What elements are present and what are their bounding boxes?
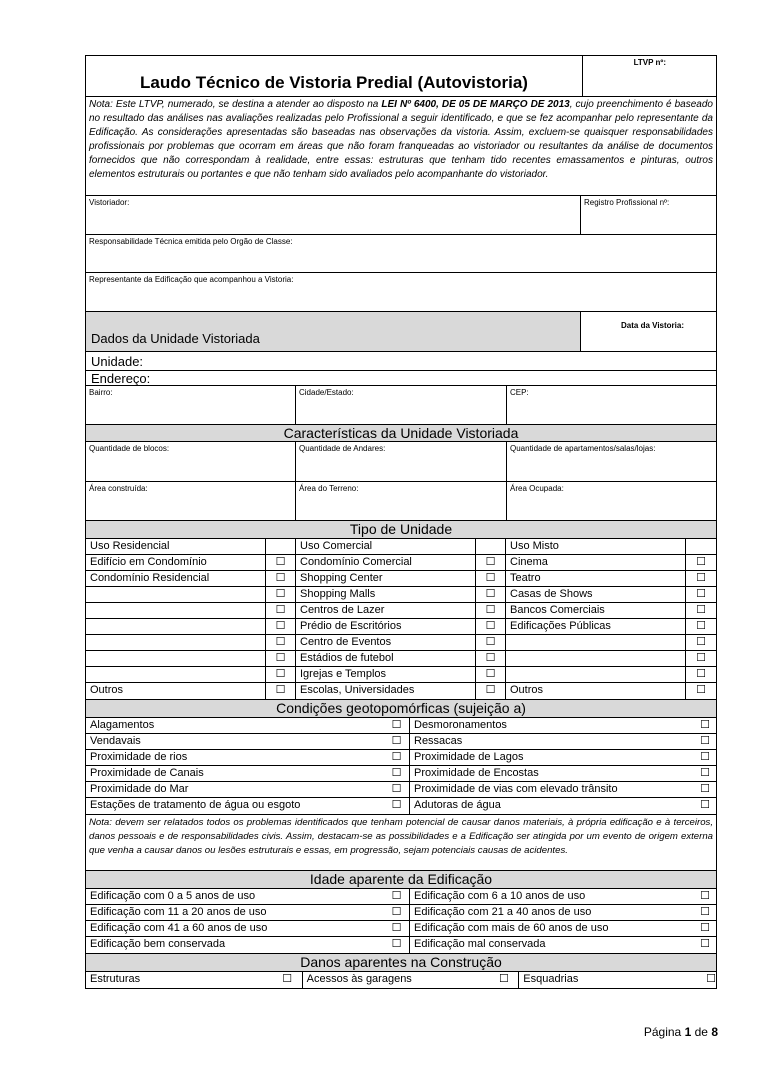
- idade-checkbox[interactable]: ☐: [384, 937, 410, 953]
- idade-row: [86, 921, 716, 937]
- tipo-checkbox[interactable]: ☐: [266, 619, 296, 634]
- idade-option-label: Edificação com 6 a 10 anos de uso: [414, 890, 586, 902]
- cep-field[interactable]: CEP:: [510, 388, 529, 397]
- tipo-option-label: [506, 635, 686, 650]
- danos-table: [85, 972, 717, 989]
- andares-field[interactable]: Quantidade de Andares:: [296, 442, 507, 481]
- tipo-checkbox[interactable]: ☐: [266, 603, 296, 618]
- condicao-row: [86, 750, 716, 766]
- idade-checkbox[interactable]: ☐: [700, 890, 710, 902]
- tipo-option-label: [506, 651, 686, 666]
- condicao-option-label: Estações de tratamento de água ou esgoto: [90, 799, 301, 811]
- condicao-checkbox[interactable]: ☐: [700, 719, 710, 731]
- condicoes-header: Condições geotopomórficas (sujeição a): [85, 700, 717, 718]
- endereco-field[interactable]: Endereço:: [85, 371, 717, 386]
- dados-section-title: Dados da Unidade Vistoriada: [91, 331, 260, 346]
- tipo-checkbox[interactable]: ☐: [696, 684, 706, 696]
- condicao-option-label: Desmoronamentos: [414, 719, 507, 731]
- condicao-checkbox[interactable]: ☐: [384, 798, 410, 814]
- danos-checkbox[interactable]: ☐: [273, 972, 303, 988]
- tipo-option-label: Escolas, Universidades: [296, 683, 476, 699]
- tipo-table: [85, 539, 717, 700]
- tipo-checkbox[interactable]: ☐: [476, 555, 506, 570]
- danos-option-label: Acessos às garagens: [306, 973, 412, 985]
- tipo-row: [86, 635, 716, 651]
- area-ocupada-field[interactable]: Área Ocupada:: [510, 484, 564, 493]
- page-total: 8: [711, 1025, 718, 1039]
- tipo-header: Tipo de Unidade: [85, 521, 717, 539]
- condicao-checkbox[interactable]: ☐: [384, 718, 410, 733]
- tipo-header-spacer: [476, 539, 506, 554]
- condicao-option-label: Proximidade de Canais: [90, 767, 204, 779]
- condicao-option-label: Proximidade de Encostas: [414, 767, 539, 779]
- danos-checkbox[interactable]: ☐: [706, 973, 716, 985]
- blocos-field[interactable]: Quantidade de blocos:: [86, 442, 296, 481]
- tipo-col-header: Uso Comercial: [296, 539, 476, 554]
- tipo-row: [86, 555, 716, 571]
- tipo-checkbox[interactable]: ☐: [266, 571, 296, 586]
- condicao-option-label: Proximidade de vias com elevado trânsito: [414, 783, 618, 795]
- tipo-checkbox[interactable]: ☐: [476, 635, 506, 650]
- idade-option-label: Edificação com mais de 60 anos de uso: [414, 922, 609, 934]
- condicao-checkbox[interactable]: ☐: [700, 767, 710, 779]
- page-footer: Página 1 de 8: [643, 1025, 718, 1039]
- registro-field[interactable]: Registro Profissional nº:: [584, 198, 670, 207]
- tipo-checkbox[interactable]: ☐: [696, 668, 706, 680]
- condicao-row: [86, 734, 716, 750]
- tipo-option-label: [86, 667, 266, 682]
- idade-option-label: Edificação mal conservada: [414, 938, 546, 950]
- bairro-field[interactable]: Bairro:: [86, 386, 296, 424]
- tipo-row: [86, 587, 716, 603]
- tipo-checkbox[interactable]: ☐: [696, 636, 706, 648]
- tipo-option-label: Condomínio Residencial: [86, 571, 266, 586]
- responsabilidade-field[interactable]: Responsabilidade Técnica emitida pelo Orgão de Classe:: [85, 235, 717, 273]
- tipo-checkbox[interactable]: ☐: [266, 683, 296, 699]
- condicao-option-label: Adutoras de água: [414, 799, 501, 811]
- tipo-option-label: Teatro: [506, 571, 686, 586]
- tipo-option-label: Shopping Center: [296, 571, 476, 586]
- tipo-option-label: Centros de Lazer: [296, 603, 476, 618]
- tipo-checkbox[interactable]: ☐: [696, 652, 706, 664]
- idade-checkbox[interactable]: ☐: [700, 906, 710, 918]
- idade-checkbox[interactable]: ☐: [384, 921, 410, 936]
- condicao-option-label: Proximidade do Mar: [90, 783, 189, 795]
- idade-row: [86, 905, 716, 921]
- tipo-row: [86, 571, 716, 587]
- tipo-option-label: [86, 603, 266, 618]
- condicao-option-label: Proximidade de rios: [90, 751, 188, 763]
- law-reference: LEI Nº 6400, DE 05 DE MARÇO DE 2013: [381, 99, 570, 110]
- idade-checkbox[interactable]: ☐: [384, 905, 410, 920]
- danos-checkbox[interactable]: ☐: [489, 972, 519, 988]
- condicoes-table: [85, 718, 717, 815]
- tipo-checkbox[interactable]: ☐: [476, 603, 506, 618]
- idade-row: [86, 889, 716, 905]
- tipo-option-label: [506, 667, 686, 682]
- tipo-col-header: Uso Residencial: [86, 539, 266, 554]
- tipo-option-label: Outros: [86, 683, 266, 699]
- tipo-option-label: Estádios de futebol: [296, 651, 476, 666]
- tipo-option-label: Bancos Comerciais: [506, 603, 686, 618]
- page-current: 1: [684, 1025, 692, 1039]
- condicao-row: [86, 782, 716, 798]
- idade-header: Idade aparente da Edificação: [85, 871, 717, 889]
- idade-option-label: Edificação com 21 a 40 anos de uso: [414, 906, 592, 918]
- condicoes-note: Nota: devem ser relatados todos os problemas identificados que tenham potencial de causar danos materiais, à própria edificação e à terceiros, danos pessoais e de responsabilidades civis. Assim, destacam-se as possibilidades e a Edificação ser atingida por um evento de origem externa que venha a causar danos ou lesões estruturais e essas, em progressão, sejam potenciais causas de acidentes.: [85, 815, 717, 871]
- unidade-field[interactable]: Unidade:: [85, 352, 717, 371]
- tipo-option-label: Edifício em Condomínio: [86, 555, 266, 570]
- danos-option-label: Esquadrias: [523, 973, 579, 985]
- danos-row: [86, 972, 716, 988]
- tipo-row: [86, 539, 716, 555]
- tipo-option-label: [86, 587, 266, 602]
- condicao-checkbox[interactable]: ☐: [384, 750, 410, 765]
- cidade-field[interactable]: Cidade/Estado:: [296, 386, 507, 424]
- idade-checkbox[interactable]: ☐: [384, 889, 410, 904]
- tipo-checkbox[interactable]: ☐: [696, 604, 706, 616]
- tipo-option-label: Centro de Eventos: [296, 635, 476, 650]
- tipo-option-label: Shopping Malls: [296, 587, 476, 602]
- idade-option-label: Edificação bem conservada: [90, 938, 226, 950]
- condicao-checkbox[interactable]: ☐: [700, 735, 710, 747]
- condicao-row: [86, 798, 716, 814]
- idade-checkbox[interactable]: ☐: [700, 922, 710, 934]
- condicao-checkbox[interactable]: ☐: [700, 783, 710, 795]
- tipo-checkbox[interactable]: ☐: [476, 619, 506, 634]
- condicao-checkbox[interactable]: ☐: [700, 799, 710, 811]
- tipo-row: [86, 667, 716, 683]
- tipo-option-label: Outros: [506, 683, 686, 699]
- apartamentos-field[interactable]: Quantidade de apartamentos/salas/lojas:: [510, 444, 656, 453]
- idade-row: [86, 937, 716, 953]
- idade-checkbox[interactable]: ☐: [700, 938, 710, 950]
- tipo-option-label: [86, 651, 266, 666]
- vistoriador-field[interactable]: Vistoriador:: [86, 196, 581, 234]
- danos-header: Danos aparentes na Construção: [85, 954, 717, 972]
- tipo-checkbox[interactable]: ☐: [476, 651, 506, 666]
- tipo-row: [86, 683, 716, 699]
- data-vistoria-field[interactable]: Data da Vistoria:: [621, 321, 684, 330]
- tipo-checkbox[interactable]: ☐: [266, 667, 296, 682]
- condicao-option-label: Proximidade de Lagos: [414, 751, 524, 763]
- tipo-option-label: [86, 619, 266, 634]
- tipo-checkbox[interactable]: ☐: [476, 683, 506, 699]
- caracteristicas-header: Características da Unidade Vistoriada: [85, 425, 717, 442]
- tipo-checkbox[interactable]: ☐: [266, 555, 296, 570]
- condicao-row: [86, 718, 716, 734]
- tipo-header-spacer: [686, 539, 716, 554]
- condicao-row: [86, 766, 716, 782]
- idade-table: [85, 889, 717, 954]
- tipo-checkbox[interactable]: ☐: [696, 556, 706, 568]
- tipo-checkbox[interactable]: ☐: [696, 588, 706, 600]
- tipo-option-label: Prédio de Escritórios: [296, 619, 476, 634]
- area-terreno-field[interactable]: Área do Terreno:: [296, 482, 507, 520]
- tipo-row: [86, 651, 716, 667]
- tipo-checkbox[interactable]: ☐: [476, 587, 506, 602]
- danos-option-label: Estruturas: [90, 973, 141, 985]
- condicao-checkbox[interactable]: ☐: [384, 734, 410, 749]
- idade-option-label: Edificação com 11 a 20 anos de uso: [90, 906, 267, 918]
- title-block: [85, 55, 717, 97]
- condicao-option-label: Alagamentos: [90, 719, 155, 731]
- tipo-option-label: [86, 635, 266, 650]
- tipo-checkbox[interactable]: ☐: [266, 635, 296, 650]
- condicao-option-label: Vendavais: [90, 735, 141, 747]
- tipo-checkbox[interactable]: ☐: [696, 572, 706, 584]
- ltvp-number-label[interactable]: LTVP nº:: [633, 58, 666, 67]
- tipo-option-label: Condomínio Comercial: [296, 555, 476, 570]
- form-sheet: [85, 55, 717, 989]
- idade-option-label: Edificação com 41 a 60 anos de uso: [90, 922, 268, 934]
- tipo-option-label: Edificações Públicas: [506, 619, 686, 634]
- tipo-checkbox[interactable]: ☐: [266, 587, 296, 602]
- condicao-checkbox[interactable]: ☐: [384, 766, 410, 781]
- tipo-col-header: Uso Misto: [506, 539, 686, 554]
- representante-field[interactable]: Representante da Edificação que acompanhou a Vistoria:: [85, 273, 717, 312]
- tipo-checkbox[interactable]: ☐: [696, 620, 706, 632]
- tipo-option-label: Igrejas e Templos: [296, 667, 476, 682]
- tipo-row: [86, 619, 716, 635]
- intro-note: Nota: Este LTVP, numerado, se destina a atender ao disposto na LEI Nº 6400, DE 05 DE MARÇO DE 2013, cujo preenchimento é baseado no resultado das análises nas avaliações realizadas pelo Profissional a seguir identificado, e que se fez acompanhar pelo representante da Edificação. As considerações apresentadas são baseadas nas observações da vistoria. Assim, excluem-se quaisquer responsabilidades profissionais por problemas que ocorram em áreas que não foram franqueadas ao vistoriador ou resultantes da análise de documentos fornecidos que não correspondam à realidade, entre essas: estruturas que tenham tido recentes emassamentos e pinturas, outros elementos estruturais ou portantes e que não tenham sido avaliados pelo acompanhante do vistoriador.: [85, 97, 717, 196]
- tipo-header-spacer: [266, 539, 296, 554]
- tipo-row: [86, 603, 716, 619]
- tipo-option-label: Cinema: [506, 555, 686, 570]
- tipo-option-label: Casas de Shows: [506, 587, 686, 602]
- idade-option-label: Edificação com 0 a 5 anos de uso: [90, 890, 256, 902]
- area-construida-field[interactable]: Área construída:: [86, 482, 296, 520]
- tipo-checkbox[interactable]: ☐: [476, 667, 506, 682]
- condicao-checkbox[interactable]: ☐: [384, 782, 410, 797]
- page-title: Laudo Técnico de Vistoria Predial (Autovistoria): [140, 73, 528, 92]
- condicao-checkbox[interactable]: ☐: [700, 751, 710, 763]
- condicao-option-label: Ressacas: [414, 735, 463, 747]
- tipo-checkbox[interactable]: ☐: [476, 571, 506, 586]
- tipo-checkbox[interactable]: ☐: [266, 651, 296, 666]
